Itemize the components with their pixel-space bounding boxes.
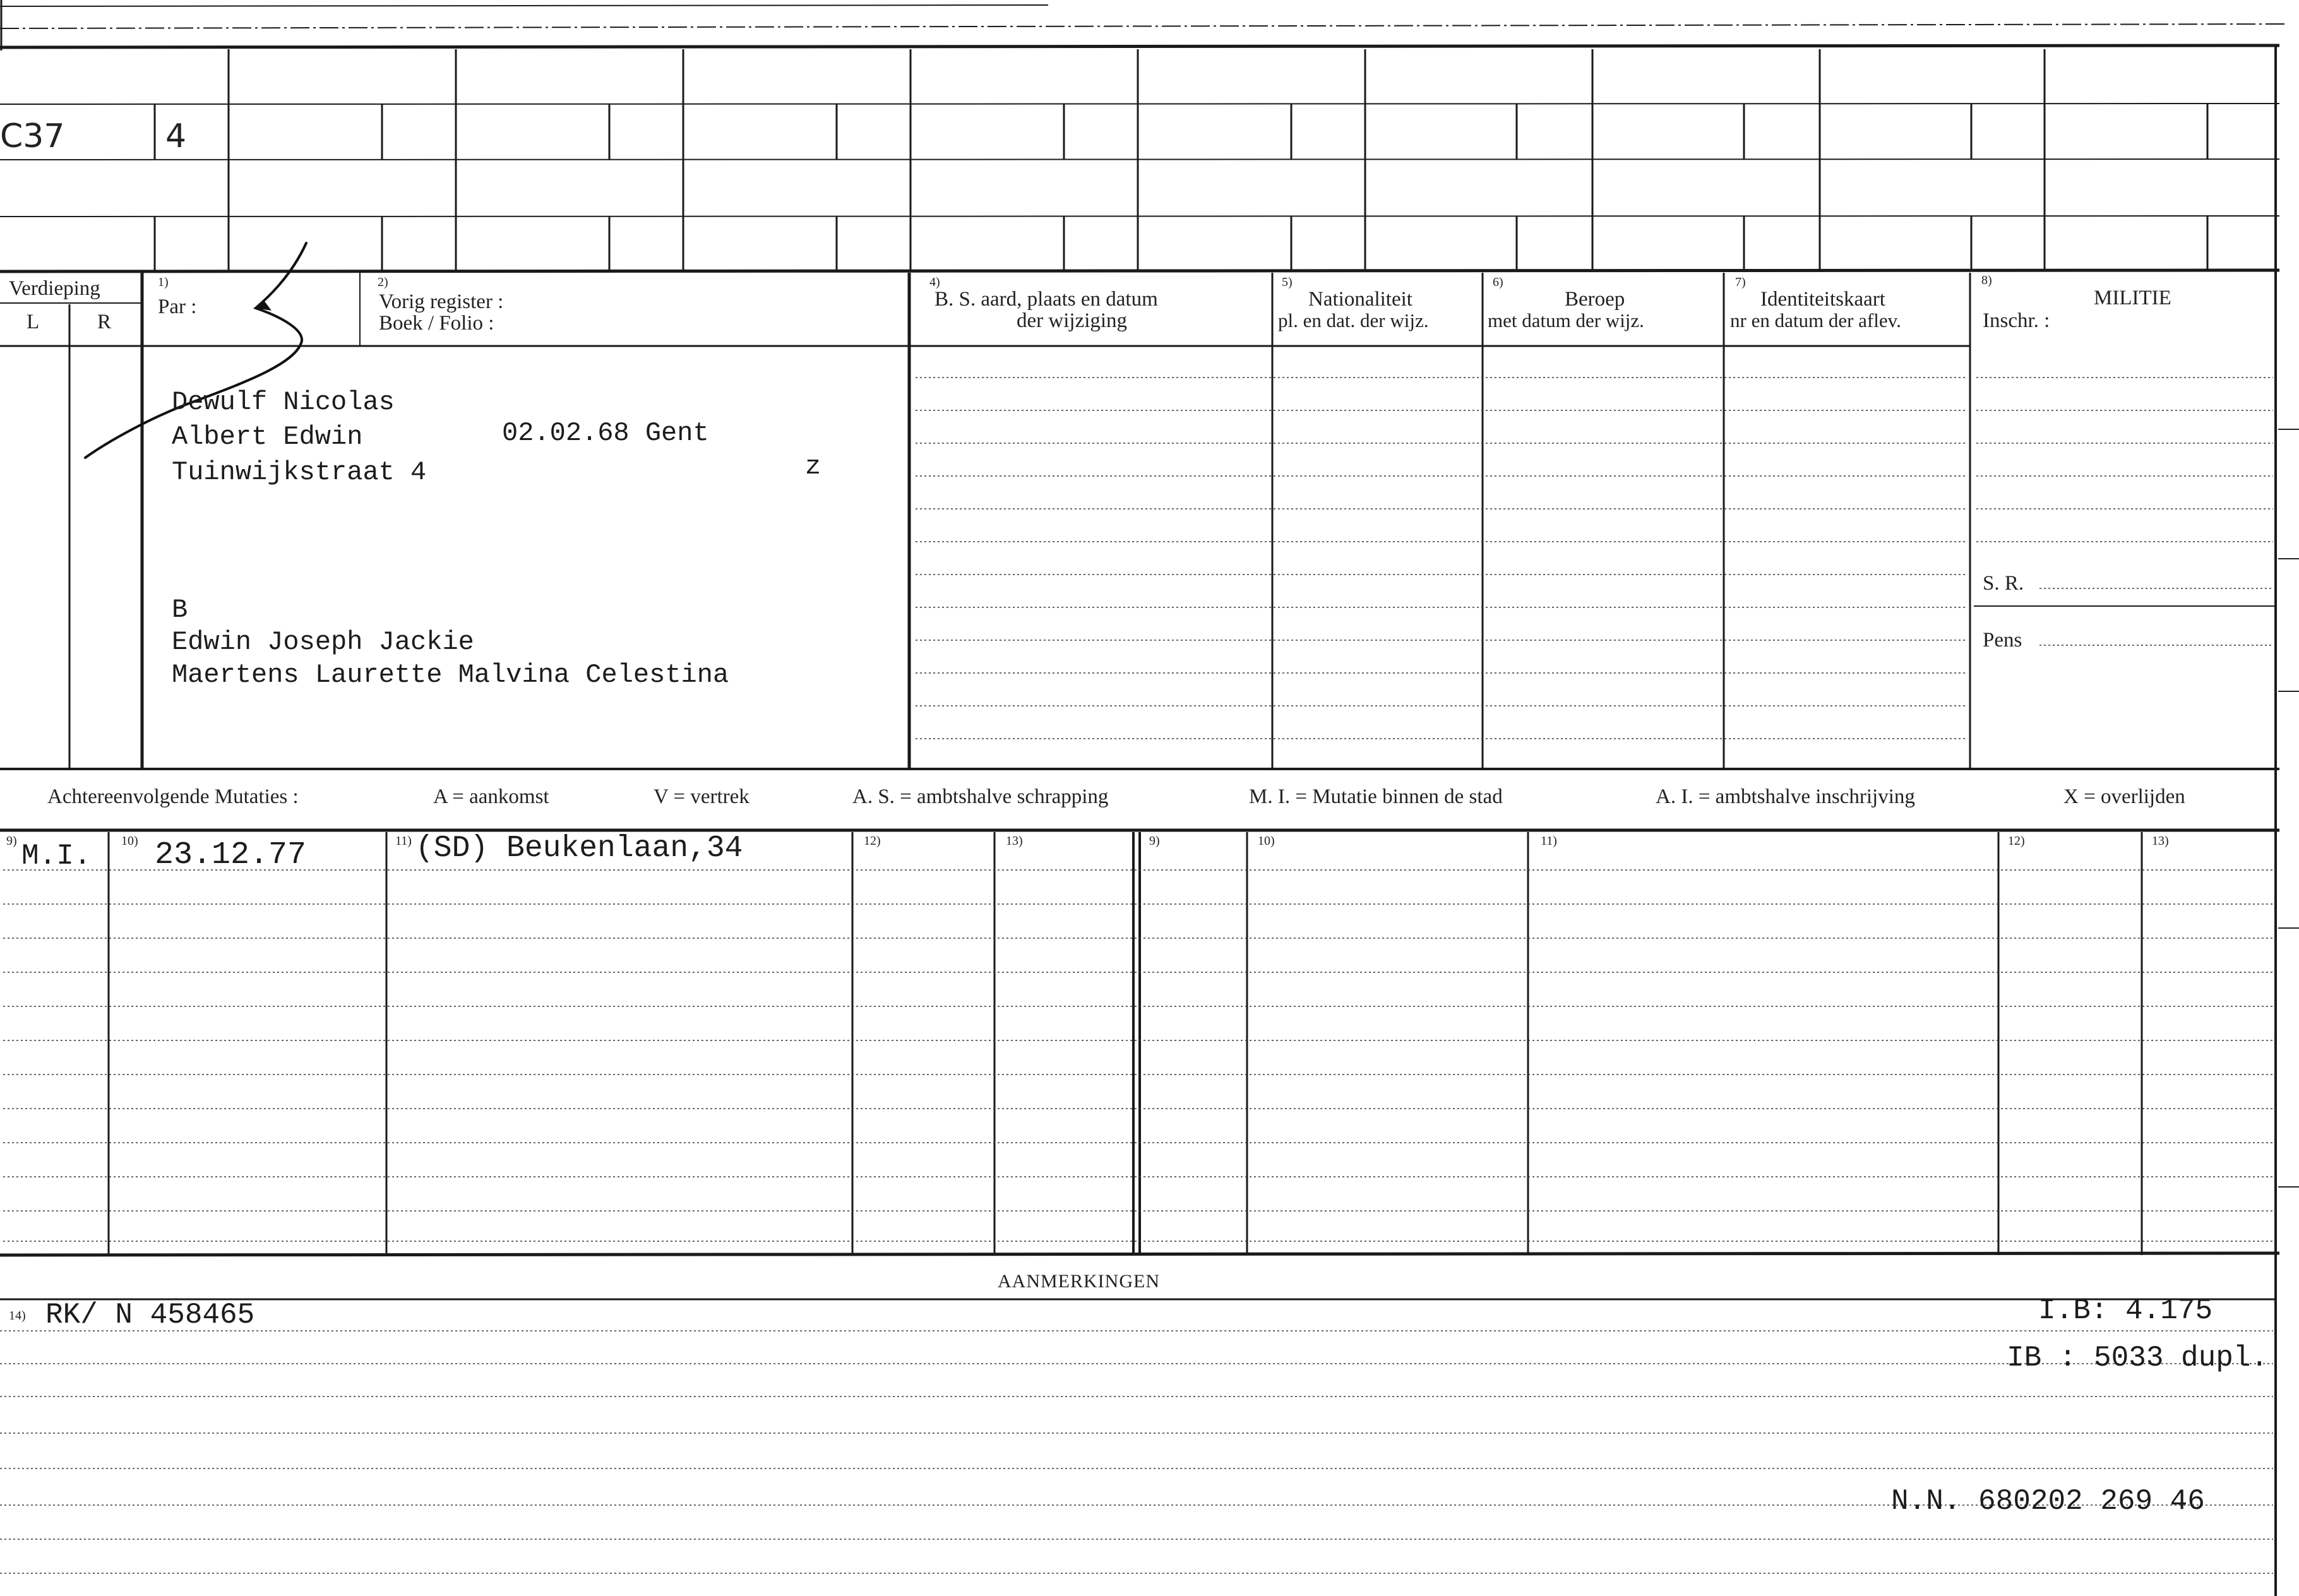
mutation-col-10: 10) [121, 834, 138, 848]
mutation-col-11b: 11) [1541, 834, 1557, 848]
mutation-col-9b: 9) [1149, 834, 1160, 848]
vorig-number: 2) [378, 275, 388, 289]
par-label: Par : [158, 295, 197, 318]
mutation-type: M.I. [21, 840, 92, 872]
nationaliteit-number: 5) [1282, 275, 1293, 289]
legend-item-v: V = vertrek [654, 785, 749, 808]
person-address: Tuinwijkstraat 4 [172, 457, 427, 487]
legend-item-mi: M. I. = Mutatie binnen de stad [1249, 785, 1503, 808]
bs-label-line2: der wijziging [1017, 309, 1128, 332]
identiteitskaart-sublabel: nr en datum der aflev. [1730, 309, 1901, 331]
legend-item-as: A. S. = ambtshalve schrapping [852, 785, 1109, 808]
mutation-address: (SD) Beukenlaan,34 [415, 831, 743, 866]
nationaliteit-sublabel: pl. en dat. der wijz. [1278, 309, 1429, 331]
verdieping-label: Verdieping [9, 277, 100, 300]
identiteitskaart-label: Identiteitskaart [1760, 288, 1885, 311]
remarks-number: 14) [9, 1309, 26, 1323]
register-code: C37 [0, 117, 65, 155]
register-number: 4 [165, 117, 187, 155]
nationaliteit-label: Nationaliteit [1308, 288, 1412, 311]
bs-label-line1: B. S. aard, plaats en datum [935, 288, 1158, 311]
legend-title: Achtereenvolgende Mutaties : [47, 785, 299, 808]
legend-item-x: X = overlijden [2063, 785, 2185, 808]
floor-right-label: R [97, 311, 112, 333]
mutation-col-9: 9) [6, 834, 17, 848]
pens-label: Pens [1983, 629, 2022, 652]
mutation-date: 23.12.77 [155, 837, 307, 873]
person-marital-code: B [172, 595, 188, 625]
person-father: Edwin Joseph Jackie [172, 627, 474, 657]
mutation-col-10b: 10) [1258, 834, 1275, 848]
person-birth: 02.02.68 Gent [502, 418, 709, 448]
sr-label: S. R. [1983, 572, 2024, 595]
inschr-label: Inschr. : [1983, 309, 2050, 332]
mutation-col-13: 13) [1006, 834, 1023, 848]
person-mother: Maertens Laurette Malvina Celestina [172, 660, 729, 690]
remarks-ib-2: IB : 5033 dupl. [2007, 1342, 2269, 1374]
legend-item-ai: A. I. = ambtshalve inschrijving [1656, 785, 1915, 808]
mutation-col-12b: 12) [2008, 834, 2025, 848]
mutation-col-13b: 13) [2152, 834, 2169, 848]
remarks-rk: RK/ N 458465 [45, 1299, 255, 1331]
remarks-ib-1: I.B: 4.175 [2038, 1294, 2213, 1327]
identiteit-number: 7) [1735, 275, 1746, 289]
beroep-number: 6) [1493, 275, 1503, 289]
mutation-col-12: 12) [864, 834, 881, 848]
bs-number: 4) [929, 275, 940, 289]
militie-title: MILITIE [2094, 287, 2171, 309]
vorig-register-label: Vorig register : [379, 290, 504, 313]
person-z-mark: z [805, 451, 821, 482]
remarks-nn: N.N. 680202 269 46 [1891, 1485, 2205, 1518]
beroep-sublabel: met datum der wijz. [1488, 309, 1644, 331]
floor-left-label: L [27, 311, 40, 333]
boek-folio-label: Boek / Folio : [379, 312, 494, 335]
person-given-names: Albert Edwin [172, 422, 363, 452]
par-number: 1) [158, 275, 169, 289]
mutation-col-11: 11) [395, 834, 412, 848]
person-surname-first: Dewulf Nicolas [172, 387, 395, 417]
legend-item-a: A = aankomst [433, 785, 549, 808]
remarks-title: AANMERKINGEN [998, 1271, 1160, 1292]
militie-number: 8) [1981, 273, 1992, 287]
beroep-label: Beroep [1565, 288, 1625, 311]
